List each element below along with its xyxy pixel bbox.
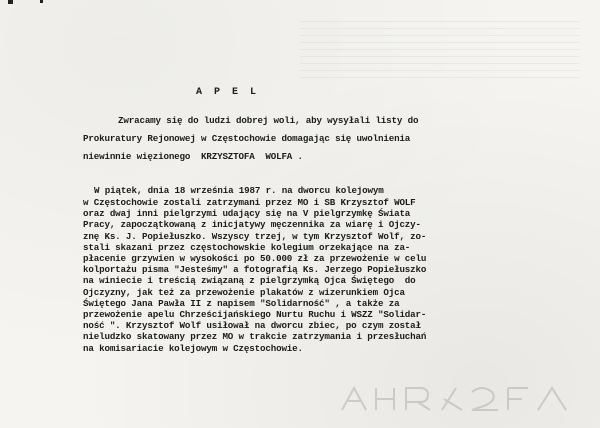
bleed-through-mark <box>332 380 582 420</box>
text-line: ność ". Krzysztof Wolf usiłował na dworcu zbiec, po czym został <box>83 320 421 331</box>
text-line: płacenie grzywien w wysokości po 50.000 zł za przewożenie w celu <box>83 253 427 264</box>
bleed-through-text <box>332 380 582 420</box>
text-line: Zwracamy się do ludzi dobrej woli, aby wysyłali listy do <box>118 115 419 126</box>
text-line: Prokuratury Rejonowej w Częstochowie domagając się uwolnienia <box>83 133 411 144</box>
text-line: na komisariacie kolejowym w Częstochowie. <box>83 343 303 354</box>
document-title: A P E L <box>196 87 260 98</box>
text-line: na winiecie i treścią związaną z pielgrzymką Ojca Świętego do <box>83 275 416 286</box>
text-line: znę Ks. J. Popiełuszko. Wszyscy trzej, w tym Krzysztof Wolf, zo- <box>83 231 427 242</box>
text-line: W piątek, dnia 18 września 1987 r. na dworcu kolejowym <box>94 185 384 196</box>
text-line: Świętego Jana Pawła II z napisem "Solidarność" , a także za <box>83 298 400 309</box>
text-line: Ojczyzny, jak też za przewożenie plakatów z wizerunkiem Ojca <box>83 287 405 298</box>
text-line: przewożenie apelu Chrześcijańskiego Nurtu Ruchu i WSZZ "Solidar- <box>83 309 427 320</box>
text-line: Pracy, zapoczątkowaną z inicjatywy męczennika za wiarę i Ojczy- <box>83 219 421 230</box>
corner-mark <box>8 0 13 4</box>
text-line: stali skazani przez częstochowskie kolegium orzekające na za- <box>83 242 411 253</box>
text-line: w Częstochowie zostali zatrzymani przez MO i SB Krzysztof WOLF <box>83 197 416 208</box>
text-line: niewinnie więzionego KRZYSZTOFA WOLFA . <box>83 151 303 162</box>
header-bleed-through <box>300 18 580 78</box>
text-line: kolportażu pisma "Jesteśmy" a fotografią Ks. Jerzego Popiełuszko <box>83 264 427 275</box>
text-line: nieludzko skatowany przez MO w trakcie zatrzymania i przesłuchań <box>83 331 427 342</box>
text-line: oraz dwaj inni pielgrzymi udający się na V pielgrzymkę Świata <box>83 208 411 219</box>
corner-mark <box>40 0 43 3</box>
